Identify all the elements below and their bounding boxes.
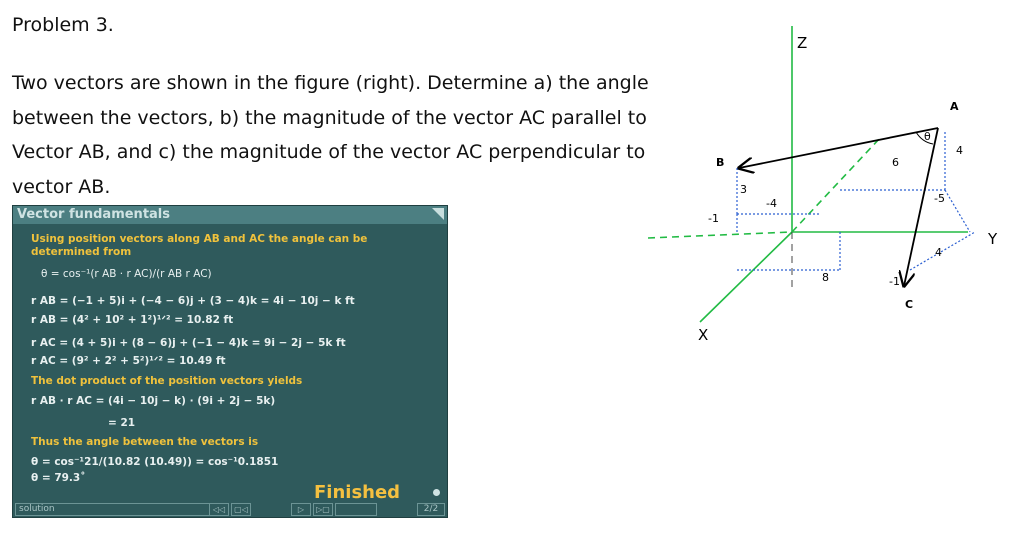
x-axis xyxy=(700,232,792,322)
problem-text: Two vectors are shown in the figure (right). Determine a) the angle between the vectors, b) the magnitude of the vector AC parallel to Vector AB, and c) the magnitude of the vector AC perpendicular to vector AB. xyxy=(12,72,649,198)
prev-page-button[interactable]: ▢◁ xyxy=(231,503,251,516)
dim-label: -4 xyxy=(766,197,777,210)
solution-panel xyxy=(12,205,448,518)
axis-label-x: X xyxy=(698,326,709,344)
rac-magnitude: r AC = (9² + 2² + 5²)¹ᐟ² = 10.49 ft xyxy=(31,355,226,367)
dim-label: 4 xyxy=(935,246,942,259)
axis-label-y: Y xyxy=(988,230,998,248)
dot-intro: The dot product of the position vectors yields xyxy=(31,375,303,387)
panel-header xyxy=(13,206,447,224)
theta-label: θ xyxy=(924,130,931,143)
dim-label: -1 xyxy=(708,212,719,225)
status-dot xyxy=(433,489,440,496)
axes xyxy=(648,26,968,322)
rab-vector: r AB = (−1 + 5)i + (−4 − 6)j + (3 − 4)k = 4i − 10j − k ft xyxy=(31,295,355,307)
point-a-label: A xyxy=(950,100,959,113)
point-b-label: B xyxy=(716,156,725,169)
dim-label: -1 xyxy=(889,275,900,288)
dot-result: = 21 xyxy=(108,417,136,429)
angle-expression: θ = cos⁻¹21/(10.82 (10.49)) = cos⁻¹0.1851 xyxy=(31,456,279,468)
point-c-label: C xyxy=(905,298,914,311)
rac-vector: r AC = (4 + 5)i + (8 − 6)j + (−1 − 4)k = 9i − 2j − 5k ft xyxy=(31,337,346,349)
collapse-corner-icon[interactable] xyxy=(432,208,444,220)
angle-result: θ = 79.3˚ xyxy=(31,472,86,484)
axis-label-z: Z xyxy=(797,34,808,52)
page-field xyxy=(335,503,377,516)
next-page-button[interactable]: ▷ xyxy=(291,503,311,516)
neg-x-axis xyxy=(792,138,880,232)
neg-y-axis xyxy=(648,232,792,238)
dim-label: 4 xyxy=(956,144,963,157)
solution-field: solution xyxy=(15,503,210,516)
finished-label: Finished xyxy=(314,482,401,503)
intro-text: Using position vectors along AB and AC the angle can be determined from xyxy=(31,233,368,258)
rab-magnitude: r AB = (4² + 10² + 1²)¹ᐟ² = 10.82 ft xyxy=(31,314,234,326)
vector-figure xyxy=(640,20,1024,350)
panel-title: Vector fundamentals xyxy=(17,207,170,222)
angle-formula: θ = cos⁻¹(r AB · r AC)/(r AB r AC) xyxy=(41,268,212,280)
problem-title: Problem 3. xyxy=(12,14,114,36)
dim-label: -5 xyxy=(934,192,945,205)
vector-ab xyxy=(739,128,938,168)
dim-label: 8 xyxy=(822,271,829,284)
angle-intro: Thus the angle between the vectors is xyxy=(31,436,259,448)
dot-expression: r AB · r AC = (4i − 10j − k) · (9i + 2j − 5k) xyxy=(31,395,276,407)
last-page-button[interactable]: ▷▢ xyxy=(313,503,333,516)
dim-label: 6 xyxy=(892,156,899,169)
vector-ac xyxy=(904,128,938,286)
control-bar xyxy=(13,502,447,517)
first-page-button[interactable]: ◁◁ xyxy=(209,503,229,516)
dim-label: 3 xyxy=(740,183,747,196)
page-indicator: 2/2 xyxy=(417,503,445,516)
